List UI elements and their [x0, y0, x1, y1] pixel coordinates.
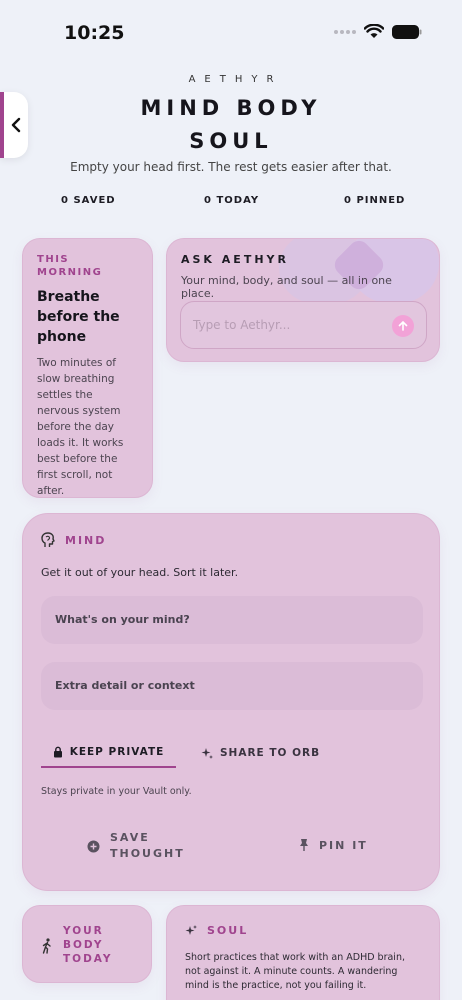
status-icons [334, 24, 422, 39]
status-time: 10:25 [64, 22, 125, 44]
tab-share-to-orb[interactable] [201, 738, 320, 768]
privacy-tabs [41, 738, 423, 770]
body-label-line1: YOUR [63, 925, 104, 937]
brain-head-icon [41, 532, 55, 548]
sparkle-icon [201, 747, 213, 759]
soul-label: SOUL [207, 924, 249, 937]
signal-icon [334, 30, 356, 34]
morning-tag [37, 253, 138, 279]
body-label-line3: TODAY [63, 953, 113, 965]
sparkle-icon [185, 925, 197, 937]
save-thought-line1: SAVE [110, 831, 150, 844]
soul-card[interactable] [166, 905, 440, 1000]
status-bar [0, 0, 462, 64]
pin-icon [299, 838, 309, 852]
thought-input-placeholder: What's on your mind? [55, 613, 190, 626]
detail-input[interactable] [41, 662, 423, 710]
morning-body: Two minutes of slow breathing settles the nervous system before the day loads it. It works best before the first scroll, not after. [37, 357, 124, 497]
soul-header [185, 924, 421, 937]
page-subtitle: Empty your head first. The rest gets easier after that. [70, 160, 392, 174]
page-title-line1: MIND BODY [140, 96, 322, 120]
save-thought-button[interactable] [87, 830, 190, 862]
mind-actions [23, 830, 441, 866]
mind-label: MIND [65, 533, 107, 547]
thought-input[interactable] [41, 596, 423, 644]
walking-person-icon [41, 938, 53, 954]
page-title [0, 92, 462, 158]
battery-icon [392, 25, 422, 39]
pin-it-label: PIN IT [319, 838, 368, 852]
ask-input[interactable] [180, 301, 427, 349]
stat-pinned: 0 PINNED [344, 195, 406, 206]
ask-title: ASK AETHYR [181, 253, 289, 266]
ask-subtitle: Your mind, body, and soul — all in one place. [181, 274, 392, 300]
brand-name: AETHYR [188, 74, 283, 85]
morning-tag-line2: MORNING [37, 267, 103, 278]
tab-share-to-orb-label: SHARE TO ORB [220, 747, 321, 759]
tab-keep-private[interactable] [41, 738, 176, 768]
morning-title: Breathe before the phone [37, 289, 120, 345]
your-body-today-card[interactable] [22, 905, 152, 983]
mind-header [41, 532, 106, 548]
mind-card [22, 513, 440, 891]
this-morning-card[interactable] [22, 238, 153, 498]
save-thought-line2: THOUGHT [110, 847, 185, 860]
stats-row [0, 195, 462, 209]
mind-subtitle: Get it out of your head. Sort it later. [41, 566, 239, 579]
wifi-icon [364, 24, 384, 39]
privacy-note: Stays private in your Vault only. [41, 786, 192, 797]
ask-input-placeholder: Type to Aethyr... [193, 318, 291, 332]
page-title-line2: SOUL [189, 129, 273, 153]
plus-circle-icon [87, 840, 100, 853]
body-label-line2: BODY [63, 939, 104, 951]
pin-it-button[interactable] [299, 838, 368, 852]
tab-keep-private-label: KEEP PRIVATE [69, 746, 165, 758]
send-button[interactable] [392, 315, 414, 337]
detail-input-placeholder: Extra detail or context [55, 679, 195, 692]
stat-saved: 0 SAVED [61, 195, 116, 206]
lock-icon [53, 746, 63, 758]
morning-tag-line1: THIS [37, 254, 70, 265]
body-label [63, 924, 141, 966]
arrow-up-icon [398, 321, 408, 331]
soul-body: Short practices that work with an ADHD brain, not against it. A minute counts. A wandering mind is the practice, not you failing it. [185, 952, 405, 991]
stat-today: 0 TODAY [204, 195, 260, 206]
save-thought-label [110, 830, 190, 862]
ask-aethyr-card [166, 238, 440, 362]
